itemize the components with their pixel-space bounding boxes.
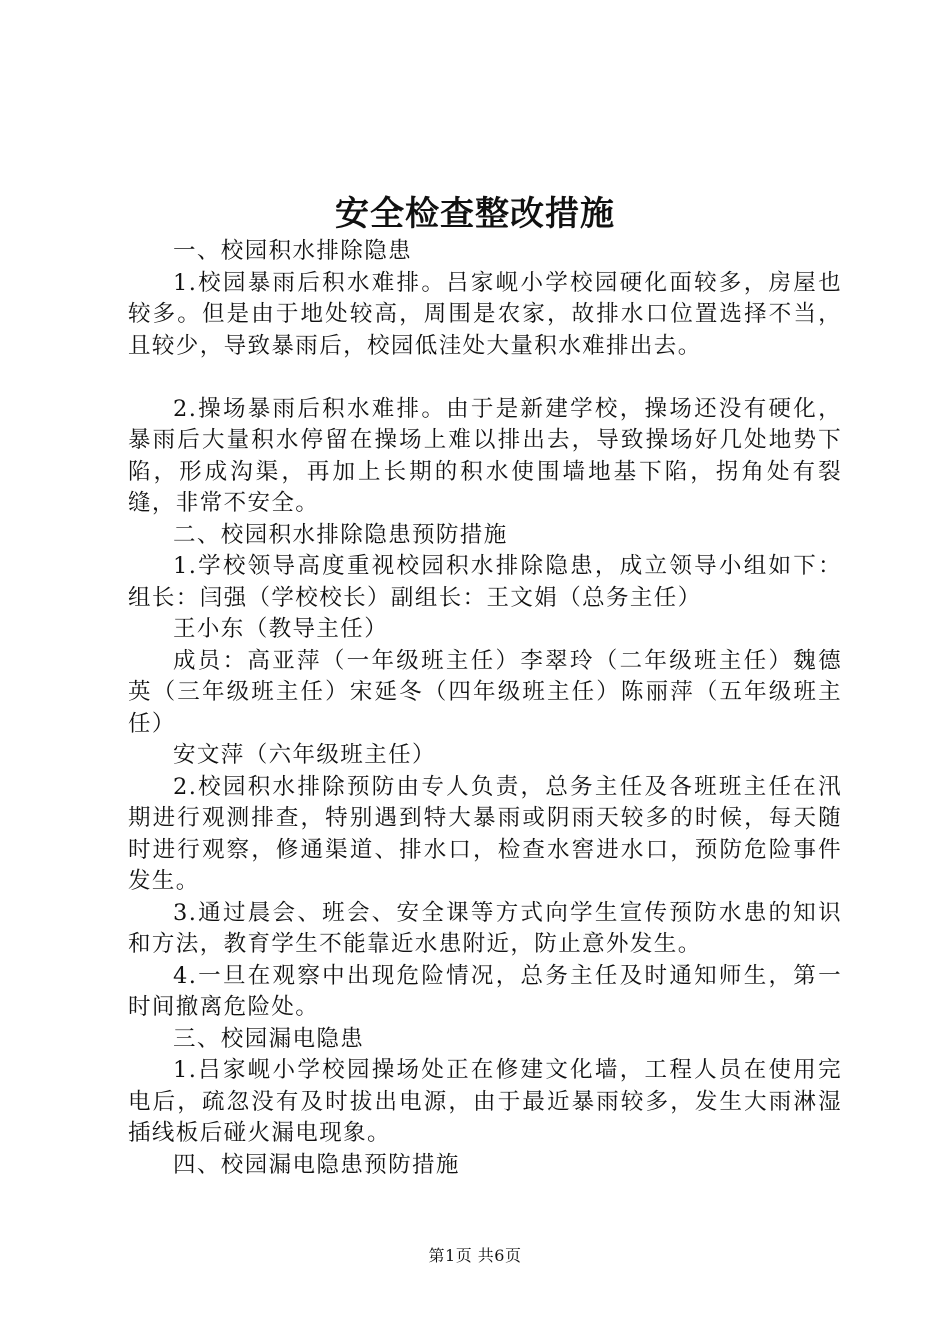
- section-heading: 二、校园积水排除隐患预防措施: [173, 521, 508, 548]
- body-paragraph: 1.学校领导高度重视校园积水排除隐患，成立领导小组如下：组长：闫强（学校校长）副组长：王文娟（总务主任）: [128, 553, 842, 611]
- page-number-footer: 第1页 共6页: [428, 1246, 522, 1265]
- body-paragraph: 1.吕家岘小学校园操场处正在修建文化墙，工程人员在使用完电后，疏忽没有及时拔出电源，由于最近暴雨较多，发生大雨淋湿插线板后碰火漏电现象。: [128, 1057, 842, 1146]
- document-title: 安全检查整改措施: [335, 194, 615, 234]
- body-paragraph: 4.一旦在观察中出现危险情况，总务主任及时通知师生，第一时间撤离危险处。: [128, 962, 842, 1020]
- body-paragraph: 王小东（教导主任）: [173, 616, 389, 642]
- body-paragraph: 3.通过晨会、班会、安全课等方式向学生宣传预防水患的知识和方法，教育学生不能靠近水患附近，防止意外发生。: [128, 899, 842, 957]
- body-paragraph: 2.操场暴雨后积水难排。由于是新建学校，操场还没有硬化，暴雨后大量积水停留在操场上难以排出去，导致操场好几处地势下陷，形成沟渠，再加上长期的积水使围墙地基下陷，拐角处有裂缝，非常不安全。: [128, 395, 842, 516]
- section-heading: 一、校园积水排除隐患: [173, 238, 413, 264]
- section-heading: 四、校园漏电隐患预防措施: [173, 1151, 460, 1178]
- section-heading: 三、校园漏电隐患: [173, 1025, 365, 1052]
- body-paragraph: 成员：高亚萍（一年级班主任）李翠玲（二年级班主任）魏德英（三年级班主任）宋延冬（四年级班主任）陈丽萍（五年级班主任）: [128, 647, 842, 737]
- document-body: [128, 236, 842, 1181]
- body-paragraph: 1.校园暴雨后积水难排。吕家岘小学校园硬化面较多，房屋也较多。但是由于地处较高，周围是农家，故排水口位置选择不当，且较少，导致暴雨后，校园低洼处大量积水难排出去。: [128, 269, 842, 359]
- body-paragraph: 2.校园积水排除预防由专人负责，总务主任及各班班主任在汛期进行观测排查，特别遇到特大暴雨或阴雨天较多的时候，每天随时进行观察，修通渠道、排水口，检查水窖进水口，预防危险事件发生。: [128, 773, 842, 894]
- body-paragraph: 安文萍（六年级班主任）: [173, 742, 436, 768]
